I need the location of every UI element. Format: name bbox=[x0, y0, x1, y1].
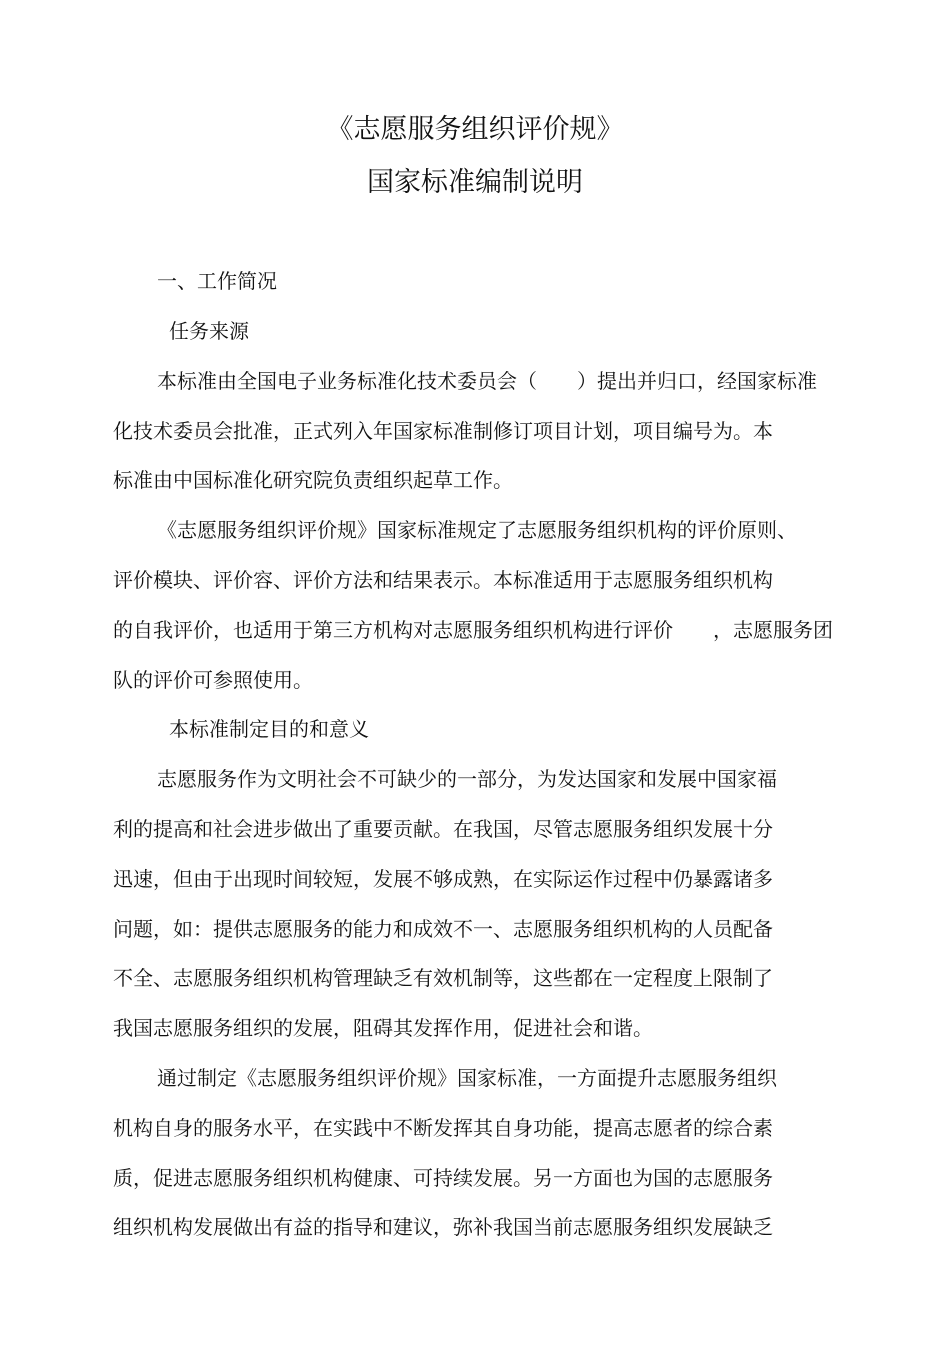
subsection-heading: 本标准制定目的和意义 bbox=[169, 717, 369, 741]
text-line: 问题，如：提供志愿服务的能力和成效不一、志愿服务组织机构的人员配备 bbox=[113, 917, 773, 941]
text-line: 本标准由全国电子业务标准化技术委员会（ ）提出并归口，经国家标准 bbox=[157, 369, 817, 393]
text-line: 标准由中国标准化研究院负责组织起草工作。 bbox=[113, 468, 513, 492]
text-line: 的自我评价，也适用于第三方机构对志愿服务组织机构进行评价 ，志愿服务团 bbox=[113, 618, 833, 642]
subsection-heading: 任务来源 bbox=[169, 319, 249, 343]
text-line: 迅速，但由于出现时间较短，发展不够成熟，在实际运作过程中仍暴露诸多 bbox=[113, 867, 773, 891]
text-line: 《志愿服务组织评价规》国家标准规定了志愿服务组织机构的评价原则、 bbox=[157, 518, 797, 542]
text-line: 我国志愿服务组织的发展，阻碍其发挥作用，促进社会和谐。 bbox=[113, 1016, 653, 1040]
text-line: 评价模块、评价容、评价方法和结果表示。本标准适用于志愿服务组织机构 bbox=[113, 568, 773, 592]
text-line: 利的提高和社会进步做出了重要贡献。在我国，尽管志愿服务组织发展十分 bbox=[113, 817, 773, 841]
section-heading: 一、工作简况 bbox=[157, 269, 277, 293]
text-line: 通过制定《志愿服务组织评价规》国家标准，一方面提升志愿服务组织 bbox=[157, 1066, 777, 1090]
text-line: 机构自身的服务水平，在实践中不断发挥其自身功能，提高志愿者的综合素 bbox=[113, 1116, 773, 1140]
text-line: 志愿服务作为文明社会不可缺少的一部分，为发达国家和发展中国家福 bbox=[157, 767, 777, 791]
text-line: 队的评价可参照使用。 bbox=[113, 668, 313, 692]
text-line: 化技术委员会批准，正式列入年国家标准制修订项目计划，项目编号为。本 bbox=[113, 419, 773, 443]
text-line: 组织机构发展做出有益的指导和建议，弥补我国当前志愿服务组织发展缺乏 bbox=[113, 1215, 773, 1239]
document-subtitle: 国家标准编制说明 bbox=[367, 167, 583, 198]
text-line: 不全、志愿服务组织机构管理缺乏有效机制等，这些都在一定程度上限制了 bbox=[113, 966, 773, 990]
document-title: 《志愿服务组织评价规》 bbox=[326, 114, 624, 145]
text-line: 质，促进志愿服务组织机构健康、可持续发展。另一方面也为国的志愿服务 bbox=[113, 1166, 773, 1190]
